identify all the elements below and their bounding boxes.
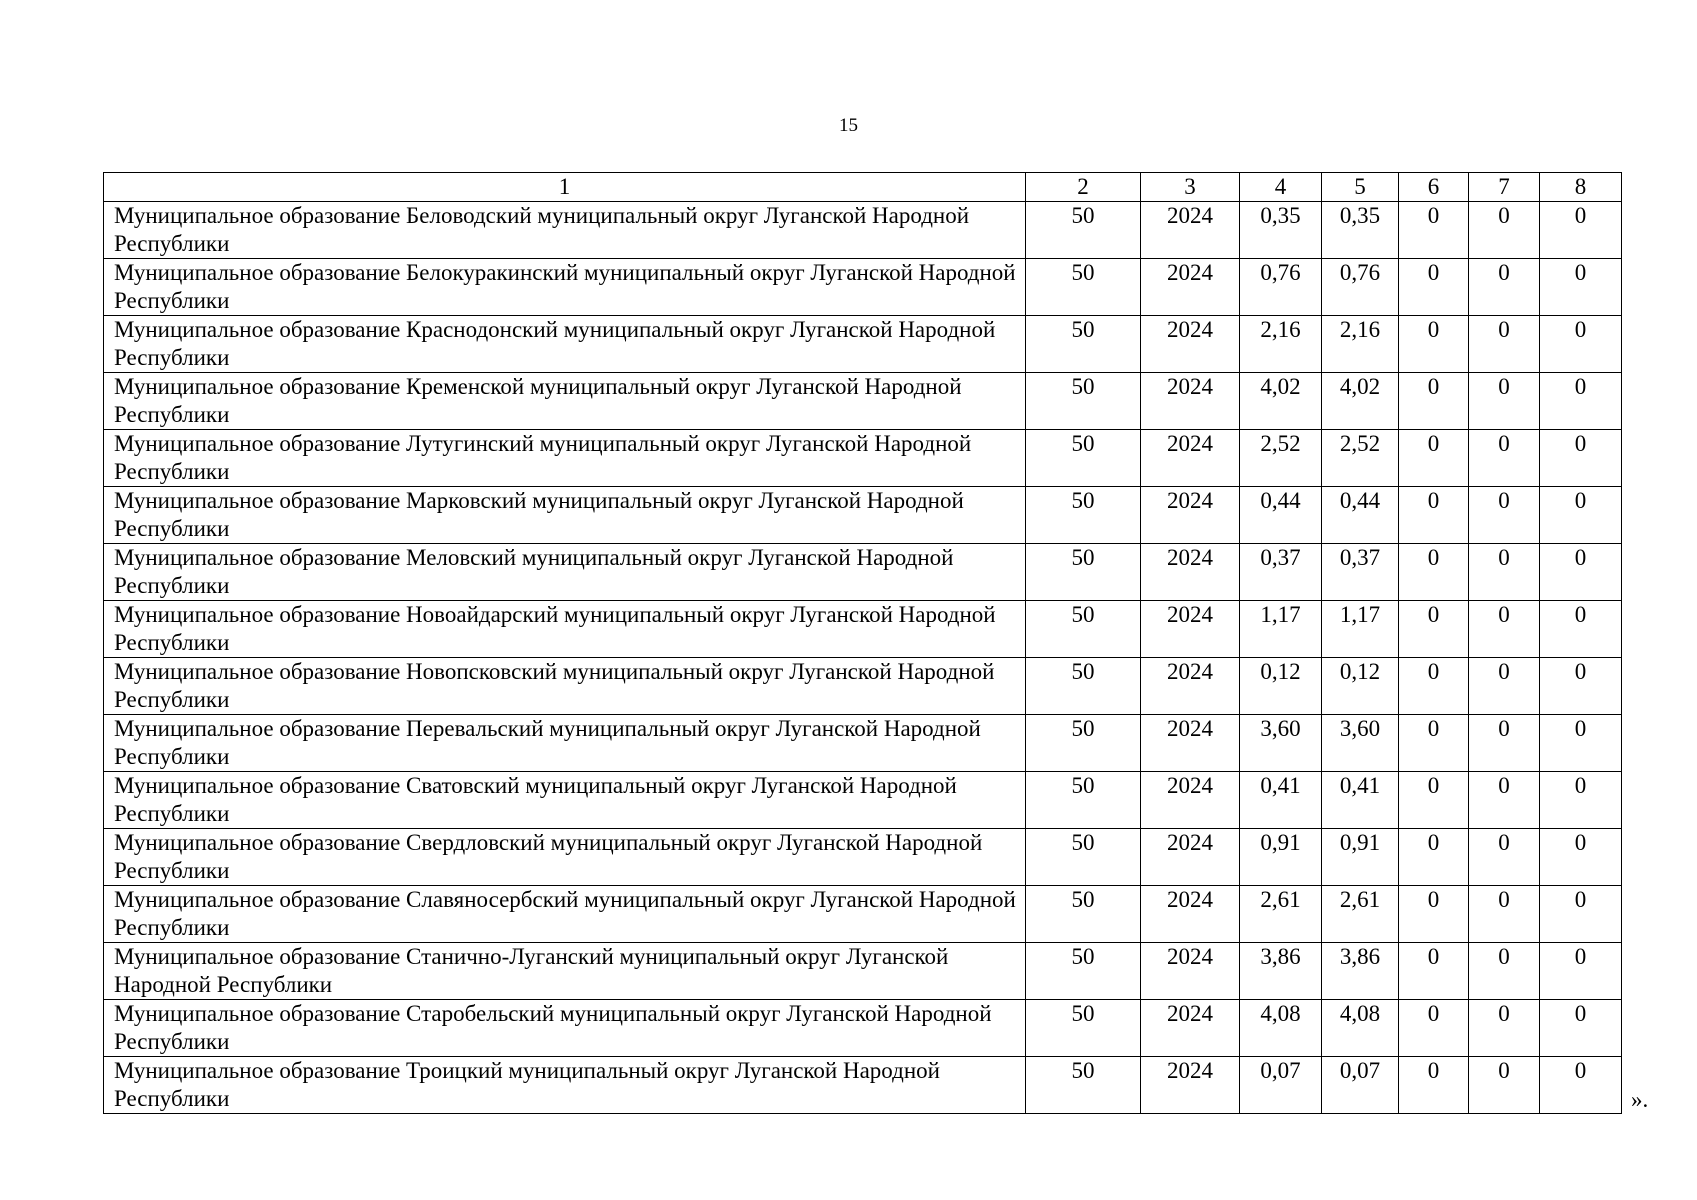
value-cell-col-2: 50 [1026, 601, 1141, 658]
value-cell-col-2: 50 [1026, 658, 1141, 715]
value-cell-col-6: 0 [1399, 373, 1469, 430]
value-cell-col-7: 0 [1469, 715, 1540, 772]
header-cell-1: 1 [104, 173, 1026, 202]
value-cell-col-5: 1,17 [1322, 601, 1399, 658]
value-cell-col-8: 0 [1540, 1000, 1622, 1057]
value-cell-col-6: 0 [1399, 1057, 1469, 1114]
value-cell-col-2: 50 [1026, 943, 1141, 1000]
value-cell-col-2: 50 [1026, 1000, 1141, 1057]
table-row [104, 430, 1622, 487]
value-cell-col-6: 0 [1399, 202, 1469, 259]
value-cell-col-6: 0 [1399, 544, 1469, 601]
value-cell-col-2: 50 [1026, 772, 1141, 829]
value-cell-col-8: 0 [1540, 1057, 1622, 1114]
municipality-name-cell: Муниципальное образование Краснодонский муниципальный округ Луганской Народной Республики [104, 316, 1026, 373]
closing-quote-mark: ». [1631, 1087, 1649, 1112]
value-cell-col-2: 50 [1026, 487, 1141, 544]
value-cell-col-8: 0 [1540, 316, 1622, 373]
value-cell-col-6: 0 [1399, 829, 1469, 886]
value-cell-col-8: 0 [1540, 544, 1622, 601]
header-cell-2: 2 [1026, 173, 1141, 202]
value-cell-col-7: 0 [1469, 316, 1540, 373]
value-cell-col-7: 0 [1469, 829, 1540, 886]
value-cell-col-6: 0 [1399, 259, 1469, 316]
value-cell-col-2: 50 [1026, 316, 1141, 373]
value-cell-col-5: 2,52 [1322, 430, 1399, 487]
value-cell-col-6: 0 [1399, 430, 1469, 487]
table-row [104, 316, 1622, 373]
value-cell-col-2: 50 [1026, 1057, 1141, 1114]
value-cell-col-3: 2024 [1141, 715, 1240, 772]
value-cell-col-6: 0 [1399, 487, 1469, 544]
municipality-name-cell: Муниципальное образование Лутугинский муниципальный округ Луганской Народной Республики [104, 430, 1026, 487]
value-cell-col-4: 4,02 [1240, 373, 1322, 430]
value-cell-col-5: 0,76 [1322, 259, 1399, 316]
table-row [104, 829, 1622, 886]
table-row [104, 544, 1622, 601]
value-cell-col-4: 0,76 [1240, 259, 1322, 316]
value-cell-col-2: 50 [1026, 430, 1141, 487]
value-cell-col-7: 0 [1469, 259, 1540, 316]
value-cell-col-4: 2,16 [1240, 316, 1322, 373]
value-cell-col-5: 0,41 [1322, 772, 1399, 829]
municipality-name-cell: Муниципальное образование Новопсковский муниципальный округ Луганской Народной Республики [104, 658, 1026, 715]
table-row [104, 373, 1622, 430]
value-cell-col-5: 0,12 [1322, 658, 1399, 715]
table-row [104, 259, 1622, 316]
value-cell-col-6: 0 [1399, 715, 1469, 772]
page-number: 15 [839, 115, 858, 136]
value-cell-col-4: 0,07 [1240, 1057, 1322, 1114]
value-cell-col-2: 50 [1026, 886, 1141, 943]
value-cell-col-7: 0 [1469, 202, 1540, 259]
value-cell-col-5: 0,07 [1322, 1057, 1399, 1114]
municipality-name-cell: Муниципальное образование Перевальский муниципальный округ Луганской Народной Республики [104, 715, 1026, 772]
municipality-name-cell: Муниципальное образование Беловодский муниципальный округ Луганской Народной Республики [104, 202, 1026, 259]
value-cell-col-7: 0 [1469, 1057, 1540, 1114]
value-cell-col-2: 50 [1026, 715, 1141, 772]
value-cell-col-5: 0,91 [1322, 829, 1399, 886]
table-body [104, 173, 1622, 1114]
value-cell-col-3: 2024 [1141, 430, 1240, 487]
value-cell-col-5: 3,60 [1322, 715, 1399, 772]
value-cell-col-3: 2024 [1141, 886, 1240, 943]
value-cell-col-8: 0 [1540, 772, 1622, 829]
value-cell-col-5: 2,61 [1322, 886, 1399, 943]
header-cell-6: 6 [1399, 173, 1469, 202]
header-cell-7: 7 [1469, 173, 1540, 202]
value-cell-col-7: 0 [1469, 943, 1540, 1000]
value-cell-col-4: 0,41 [1240, 772, 1322, 829]
municipality-name-cell: Муниципальное образование Троицкий муниципальный округ Луганской Народной Республики [104, 1057, 1026, 1114]
municipality-name-cell: Муниципальное образование Старобельский муниципальный округ Луганской Народной Республики [104, 1000, 1026, 1057]
value-cell-col-2: 50 [1026, 202, 1141, 259]
value-cell-col-5: 0,44 [1322, 487, 1399, 544]
table-header-row [104, 173, 1622, 202]
value-cell-col-4: 4,08 [1240, 1000, 1322, 1057]
municipality-name-cell: Муниципальное образование Славяносербский муниципальный округ Луганской Народной Республики [104, 886, 1026, 943]
municipality-name-cell: Муниципальное образование Станично-Луганский муниципальный округ Луганской Народной Республики [104, 943, 1026, 1000]
value-cell-col-7: 0 [1469, 886, 1540, 943]
table-row [104, 658, 1622, 715]
municipality-name-cell: Муниципальное образование Сватовский муниципальный округ Луганской Народной Республики [104, 772, 1026, 829]
value-cell-col-5: 4,02 [1322, 373, 1399, 430]
value-cell-col-5: 3,86 [1322, 943, 1399, 1000]
value-cell-col-5: 4,08 [1322, 1000, 1399, 1057]
municipality-name-cell: Муниципальное образование Белокуракинский муниципальный округ Луганской Народной Республики [104, 259, 1026, 316]
value-cell-col-7: 0 [1469, 373, 1540, 430]
value-cell-col-8: 0 [1540, 373, 1622, 430]
value-cell-col-4: 0,44 [1240, 487, 1322, 544]
table-row [104, 1000, 1622, 1057]
value-cell-col-3: 2024 [1141, 772, 1240, 829]
value-cell-col-6: 0 [1399, 1000, 1469, 1057]
header-cell-8: 8 [1540, 173, 1622, 202]
table-row [104, 601, 1622, 658]
value-cell-col-5: 0,37 [1322, 544, 1399, 601]
value-cell-col-3: 2024 [1141, 316, 1240, 373]
value-cell-col-6: 0 [1399, 601, 1469, 658]
value-cell-col-7: 0 [1469, 601, 1540, 658]
value-cell-col-3: 2024 [1141, 1000, 1240, 1057]
header-cell-5: 5 [1322, 173, 1399, 202]
value-cell-col-8: 0 [1540, 487, 1622, 544]
value-cell-col-4: 3,86 [1240, 943, 1322, 1000]
value-cell-col-2: 50 [1026, 259, 1141, 316]
value-cell-col-3: 2024 [1141, 601, 1240, 658]
header-cell-3: 3 [1141, 173, 1240, 202]
value-cell-col-6: 0 [1399, 943, 1469, 1000]
municipality-name-cell: Муниципальное образование Свердловский муниципальный округ Луганской Народной Республики [104, 829, 1026, 886]
table-row [104, 886, 1622, 943]
value-cell-col-3: 2024 [1141, 487, 1240, 544]
header-cell-4: 4 [1240, 173, 1322, 202]
value-cell-col-4: 0,91 [1240, 829, 1322, 886]
value-cell-col-7: 0 [1469, 772, 1540, 829]
municipality-name-cell: Муниципальное образование Кременской муниципальный округ Луганской Народной Республики [104, 373, 1026, 430]
value-cell-col-3: 2024 [1141, 202, 1240, 259]
value-cell-col-7: 0 [1469, 658, 1540, 715]
value-cell-col-8: 0 [1540, 715, 1622, 772]
municipality-name-cell: Муниципальное образование Новоайдарский муниципальный округ Луганской Народной Республики [104, 601, 1026, 658]
value-cell-col-3: 2024 [1141, 1057, 1240, 1114]
value-cell-col-6: 0 [1399, 772, 1469, 829]
value-cell-col-3: 2024 [1141, 373, 1240, 430]
value-cell-col-3: 2024 [1141, 544, 1240, 601]
value-cell-col-8: 0 [1540, 943, 1622, 1000]
value-cell-col-6: 0 [1399, 658, 1469, 715]
value-cell-col-7: 0 [1469, 544, 1540, 601]
value-cell-col-4: 3,60 [1240, 715, 1322, 772]
value-cell-col-7: 0 [1469, 430, 1540, 487]
allocation-table [103, 172, 1622, 1114]
value-cell-col-8: 0 [1540, 430, 1622, 487]
table-row [104, 772, 1622, 829]
value-cell-col-4: 0,35 [1240, 202, 1322, 259]
value-cell-col-4: 0,12 [1240, 658, 1322, 715]
value-cell-col-8: 0 [1540, 886, 1622, 943]
value-cell-col-4: 1,17 [1240, 601, 1322, 658]
value-cell-col-3: 2024 [1141, 658, 1240, 715]
value-cell-col-4: 2,52 [1240, 430, 1322, 487]
table-row [104, 715, 1622, 772]
value-cell-col-7: 0 [1469, 487, 1540, 544]
value-cell-col-7: 0 [1469, 1000, 1540, 1057]
value-cell-col-8: 0 [1540, 202, 1622, 259]
value-cell-col-3: 2024 [1141, 259, 1240, 316]
value-cell-col-8: 0 [1540, 601, 1622, 658]
value-cell-col-8: 0 [1540, 259, 1622, 316]
value-cell-col-6: 0 [1399, 886, 1469, 943]
value-cell-col-2: 50 [1026, 544, 1141, 601]
municipality-name-cell: Муниципальное образование Меловский муниципальный округ Луганской Народной Республики [104, 544, 1026, 601]
municipality-name-cell: Муниципальное образование Марковский муниципальный округ Луганской Народной Республики [104, 487, 1026, 544]
value-cell-col-5: 0,35 [1322, 202, 1399, 259]
value-cell-col-8: 0 [1540, 658, 1622, 715]
table-row [104, 487, 1622, 544]
value-cell-col-4: 0,37 [1240, 544, 1322, 601]
value-cell-col-3: 2024 [1141, 829, 1240, 886]
value-cell-col-5: 2,16 [1322, 316, 1399, 373]
table-row [104, 943, 1622, 1000]
table-row [104, 1057, 1622, 1114]
table-row [104, 202, 1622, 259]
value-cell-col-6: 0 [1399, 316, 1469, 373]
value-cell-col-3: 2024 [1141, 943, 1240, 1000]
value-cell-col-2: 50 [1026, 373, 1141, 430]
value-cell-col-4: 2,61 [1240, 886, 1322, 943]
value-cell-col-2: 50 [1026, 829, 1141, 886]
value-cell-col-8: 0 [1540, 829, 1622, 886]
